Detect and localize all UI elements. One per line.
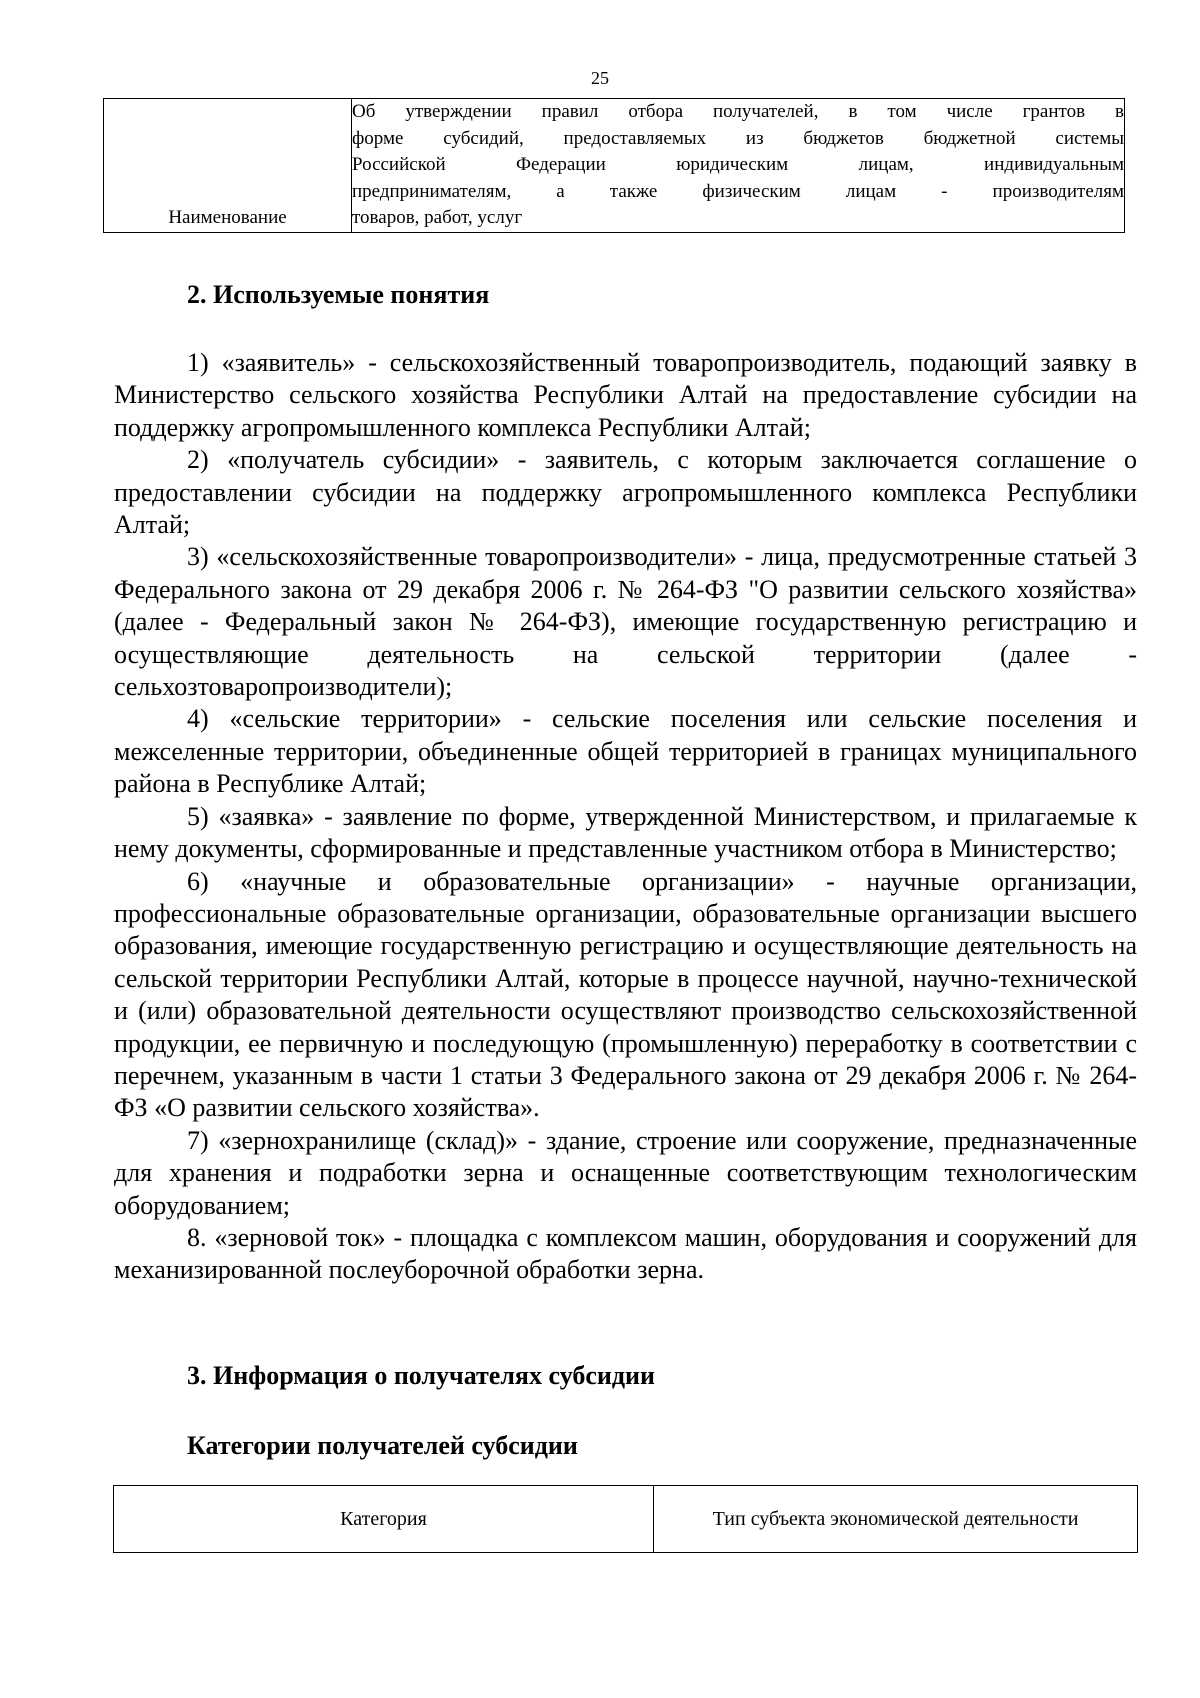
definition-item: 7) «зернохранилище (склад)» - здание, строение или сооружение, предназначенные для хранения и подработки зерна и оснащенные соответствующим технологическим оборудованием;	[114, 1125, 1137, 1220]
entity-type-header: Тип субъекта экономической деятельности	[654, 1486, 1138, 1553]
section-3-heading: 3. Информация о получателях субсидии	[187, 1361, 655, 1390]
definition-item: 4) «сельские территории» - сельские поселения или сельские поселения и межселенные территории, объединенные общей территорией в границах муниципального района в Республике Алтай;	[114, 704, 1137, 799]
naming-value-line: товаров, работ, услуг	[352, 207, 523, 228]
categories-header-row	[114, 1486, 1138, 1553]
naming-value-line: предпринимателям, а также физическим лицам - производителям	[352, 180, 1124, 202]
category-header: Категория	[114, 1486, 654, 1553]
naming-value	[352, 99, 1125, 233]
section-3-subheading: Категории получателей субсидии	[187, 1431, 578, 1460]
definition-item: 3) «сельскохозяйственные товаропроизводители» - лица, предусмотренные статьей 3 Федерального закона от 29 декабря 2006 г. № 264-ФЗ "О развитии сельского хозяйства» (далее - Федеральный закон № 264-ФЗ), имеющие государственную регистрацию и осуществляющие деятельность на сельской территории (далее - сельхозтоваропроизводители);	[114, 542, 1137, 702]
page-number: 25	[591, 68, 609, 88]
section-2-heading: 2. Используемые понятия	[187, 280, 490, 309]
definition-item: 5) «заявка» - заявление по форме, утвержденной Министерством, и прилагаемые к нему документы, сформированные и представленные участником отбора в Министерство;	[114, 801, 1137, 864]
definition-item: 2) «получатель субсидии» - заявитель, с которым заключается соглашение о предоставлении субсидии на поддержку агропромышленного комплекса Республики Алтай;	[114, 445, 1137, 540]
definition-item: 8. «зерновой ток» - площадка с комплексом машин, оборудования и сооружений для механизированной послеуборочной обработки зерна.	[114, 1222, 1137, 1285]
naming-label: Наименование	[104, 99, 352, 233]
naming-value-line: форме субсидий, предоставляемых из бюджетов бюджетной системы	[352, 127, 1124, 149]
naming-row	[104, 99, 1125, 233]
definition-item: 6) «научные и образовательные организации» - научные организации, профессиональные образовательные организации, образовательные организации высшего образования, имеющие государственную регистрацию и осуществляющие деятельность на сельской территории Республики Алтай, которые в процессе научной, научно-технической и (или) образовательной деятельности осуществляют производство сельскохозяйственной продукции, ее первичную и последующую (промышленную) переработку в соответствии с перечнем, указанным в части 1 статьи 3 Федерального закона от 29 декабря 2006 г. № 264-ФЗ «О развитии сельского хозяйства».	[114, 866, 1137, 1123]
definitions-list	[114, 347, 1137, 1287]
naming-value-line: Российской Федерации юридическим лицам, индивидуальным	[352, 154, 1124, 175]
definition-item: 1) «заявитель» - сельскохозяйственный товаропроизводитель, подающий заявку в Министерство сельского хозяйства Республики Алтай на предоставление субсидии на поддержку агропромышленного комплекса Республики Алтай;	[114, 348, 1137, 442]
categories-table	[113, 1485, 1138, 1553]
naming-value-line: Об утверждении правил отбора получателей, в том числе грантов в	[352, 101, 1124, 122]
naming-table	[103, 98, 1125, 233]
